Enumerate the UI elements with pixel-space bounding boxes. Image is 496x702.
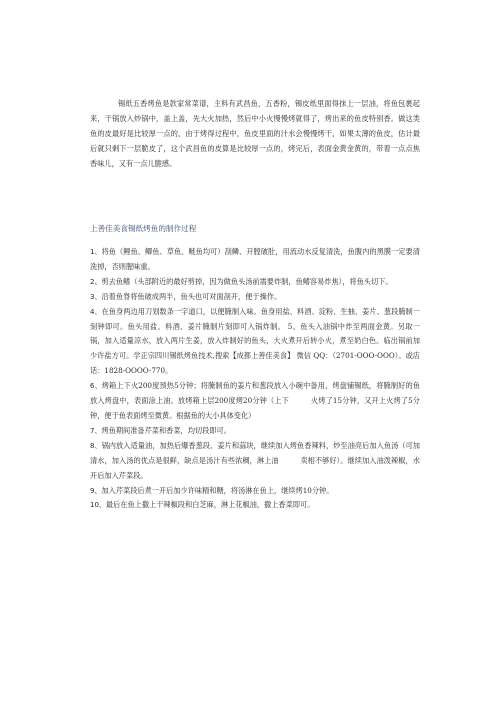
step-number: 2、 xyxy=(90,277,102,286)
intro-paragraph: 锡纸五香烤鱼是款家常菜谱，主料有武昌鱼，五香粉，锡皮纸里面得抹上一层油，将鱼包裹起来，干锅放入炒锅中，盖上盖，先大火加热，然后中小火慢慢烤就得了，烤出来的鱼皮特别香。做这类鱼的皮最好是比较厚一点的，由于烤得过程中，鱼皮里面的汁水会慢慢烤干，如果太薄的鱼皮，估计最后就只剩下一层脆皮了，这个武昌鱼的皮算是比较厚一点的，烤完后，表面金黄金黄的，带着一点点焦香味儿，又有一点儿脆感。 xyxy=(90,99,420,169)
step-item xyxy=(90,484,420,499)
step-number: 3、 xyxy=(90,292,102,301)
step-item xyxy=(90,439,420,484)
step-number: 8、 xyxy=(90,441,102,450)
step-number: 9、 xyxy=(90,486,102,495)
step-item xyxy=(90,379,420,424)
step-item xyxy=(90,245,420,275)
step-text: 剪去鱼鳍（头部附近的最好剪掉，因为做鱼头汤前需要炸制，鱼鳍容易炸焦），将鱼头切下。 xyxy=(101,276,393,286)
step-item xyxy=(90,424,420,439)
step-item xyxy=(90,305,420,380)
step-number: 7、 xyxy=(90,426,102,435)
step-item xyxy=(90,290,420,305)
step-number: 4、 xyxy=(90,307,102,316)
step-number: 10、 xyxy=(90,501,106,510)
step-text: 最后在鱼上撒上干辣椒段和白芝麻，淋上花椒油，撒上香菜即可。 xyxy=(105,500,315,510)
step-text: 烤鱼期间准备芹菜和香菜，均切段即可。 xyxy=(101,425,231,435)
steps-list xyxy=(90,245,420,513)
step-text: 沿着鱼脊将鱼破成两半，鱼头也可对面剖开，便于操作。 xyxy=(101,291,282,301)
step-text: 在鱼身两边用刀划数条一字道口，以便腌制入味。鱼身用盐、料酒、淀粉、生抽、姜片、葱段腌制一刻钟即可。鱼头用盐、料酒、姜片腌制片刻即可入锅炸制。 5、鱼头入油锅中炸至两面金黄。另取一锅，加入适量凉水，放入两片生姜，放入炸制好的鱼头，大火煮开后转小火，煮至奶白色。临出锅前加少许盐方可。学正宗四川锡纸烤鱼技术,搜索【成都上善佳美食】 微信 QQ：（2701-OOO-OOO）。或店话：1828-OOOO-770。 xyxy=(90,306,420,376)
step-text: 锅内放入适量油，加热后爆香葱段、姜片和蒜块，继续加入烤鱼香辣料，炒至油亮后加入鱼汤（可加清水，加入汤的优点是很鲜，缺点是汤汁有些浓稠，淋上油 卖相不够好）。继续加入油泼辣椒，水开后加入芹菜段。 xyxy=(90,440,420,480)
step-text: 加入芹菜段后煮一开后加少许味精和糖，将汤淋在鱼上，继续烤10分钟。 xyxy=(101,485,334,495)
step-number: 6、 xyxy=(90,382,102,391)
step-text: 烤箱上下火200度预热5分钟；将腌制鱼的姜片和葱段放入小碗中备用，烤盘铺锡纸，将腌制好的鱼放入烤盘中，表面涂上油。放烤箱上层200度烤20分钟（上下 火烤了15分钟，又开上火烤了5分钟，便于鱼表面烤至微黄。根据鱼的大小具体变化） xyxy=(90,381,420,420)
step-number: 1、 xyxy=(90,248,102,256)
step-text: 将鱼（鲤鱼、鲫鱼、草鱼、鲢鱼均可）刮鳞、开膛破肚，用流动水反复清洗，鱼腹内的黑膜一定要清洗掉，否则腥味重。 xyxy=(90,247,420,271)
section-title: 上善佳美食锡纸烤鱼的制作过程 xyxy=(90,224,197,233)
step-item xyxy=(90,498,420,513)
step-item xyxy=(90,275,420,290)
